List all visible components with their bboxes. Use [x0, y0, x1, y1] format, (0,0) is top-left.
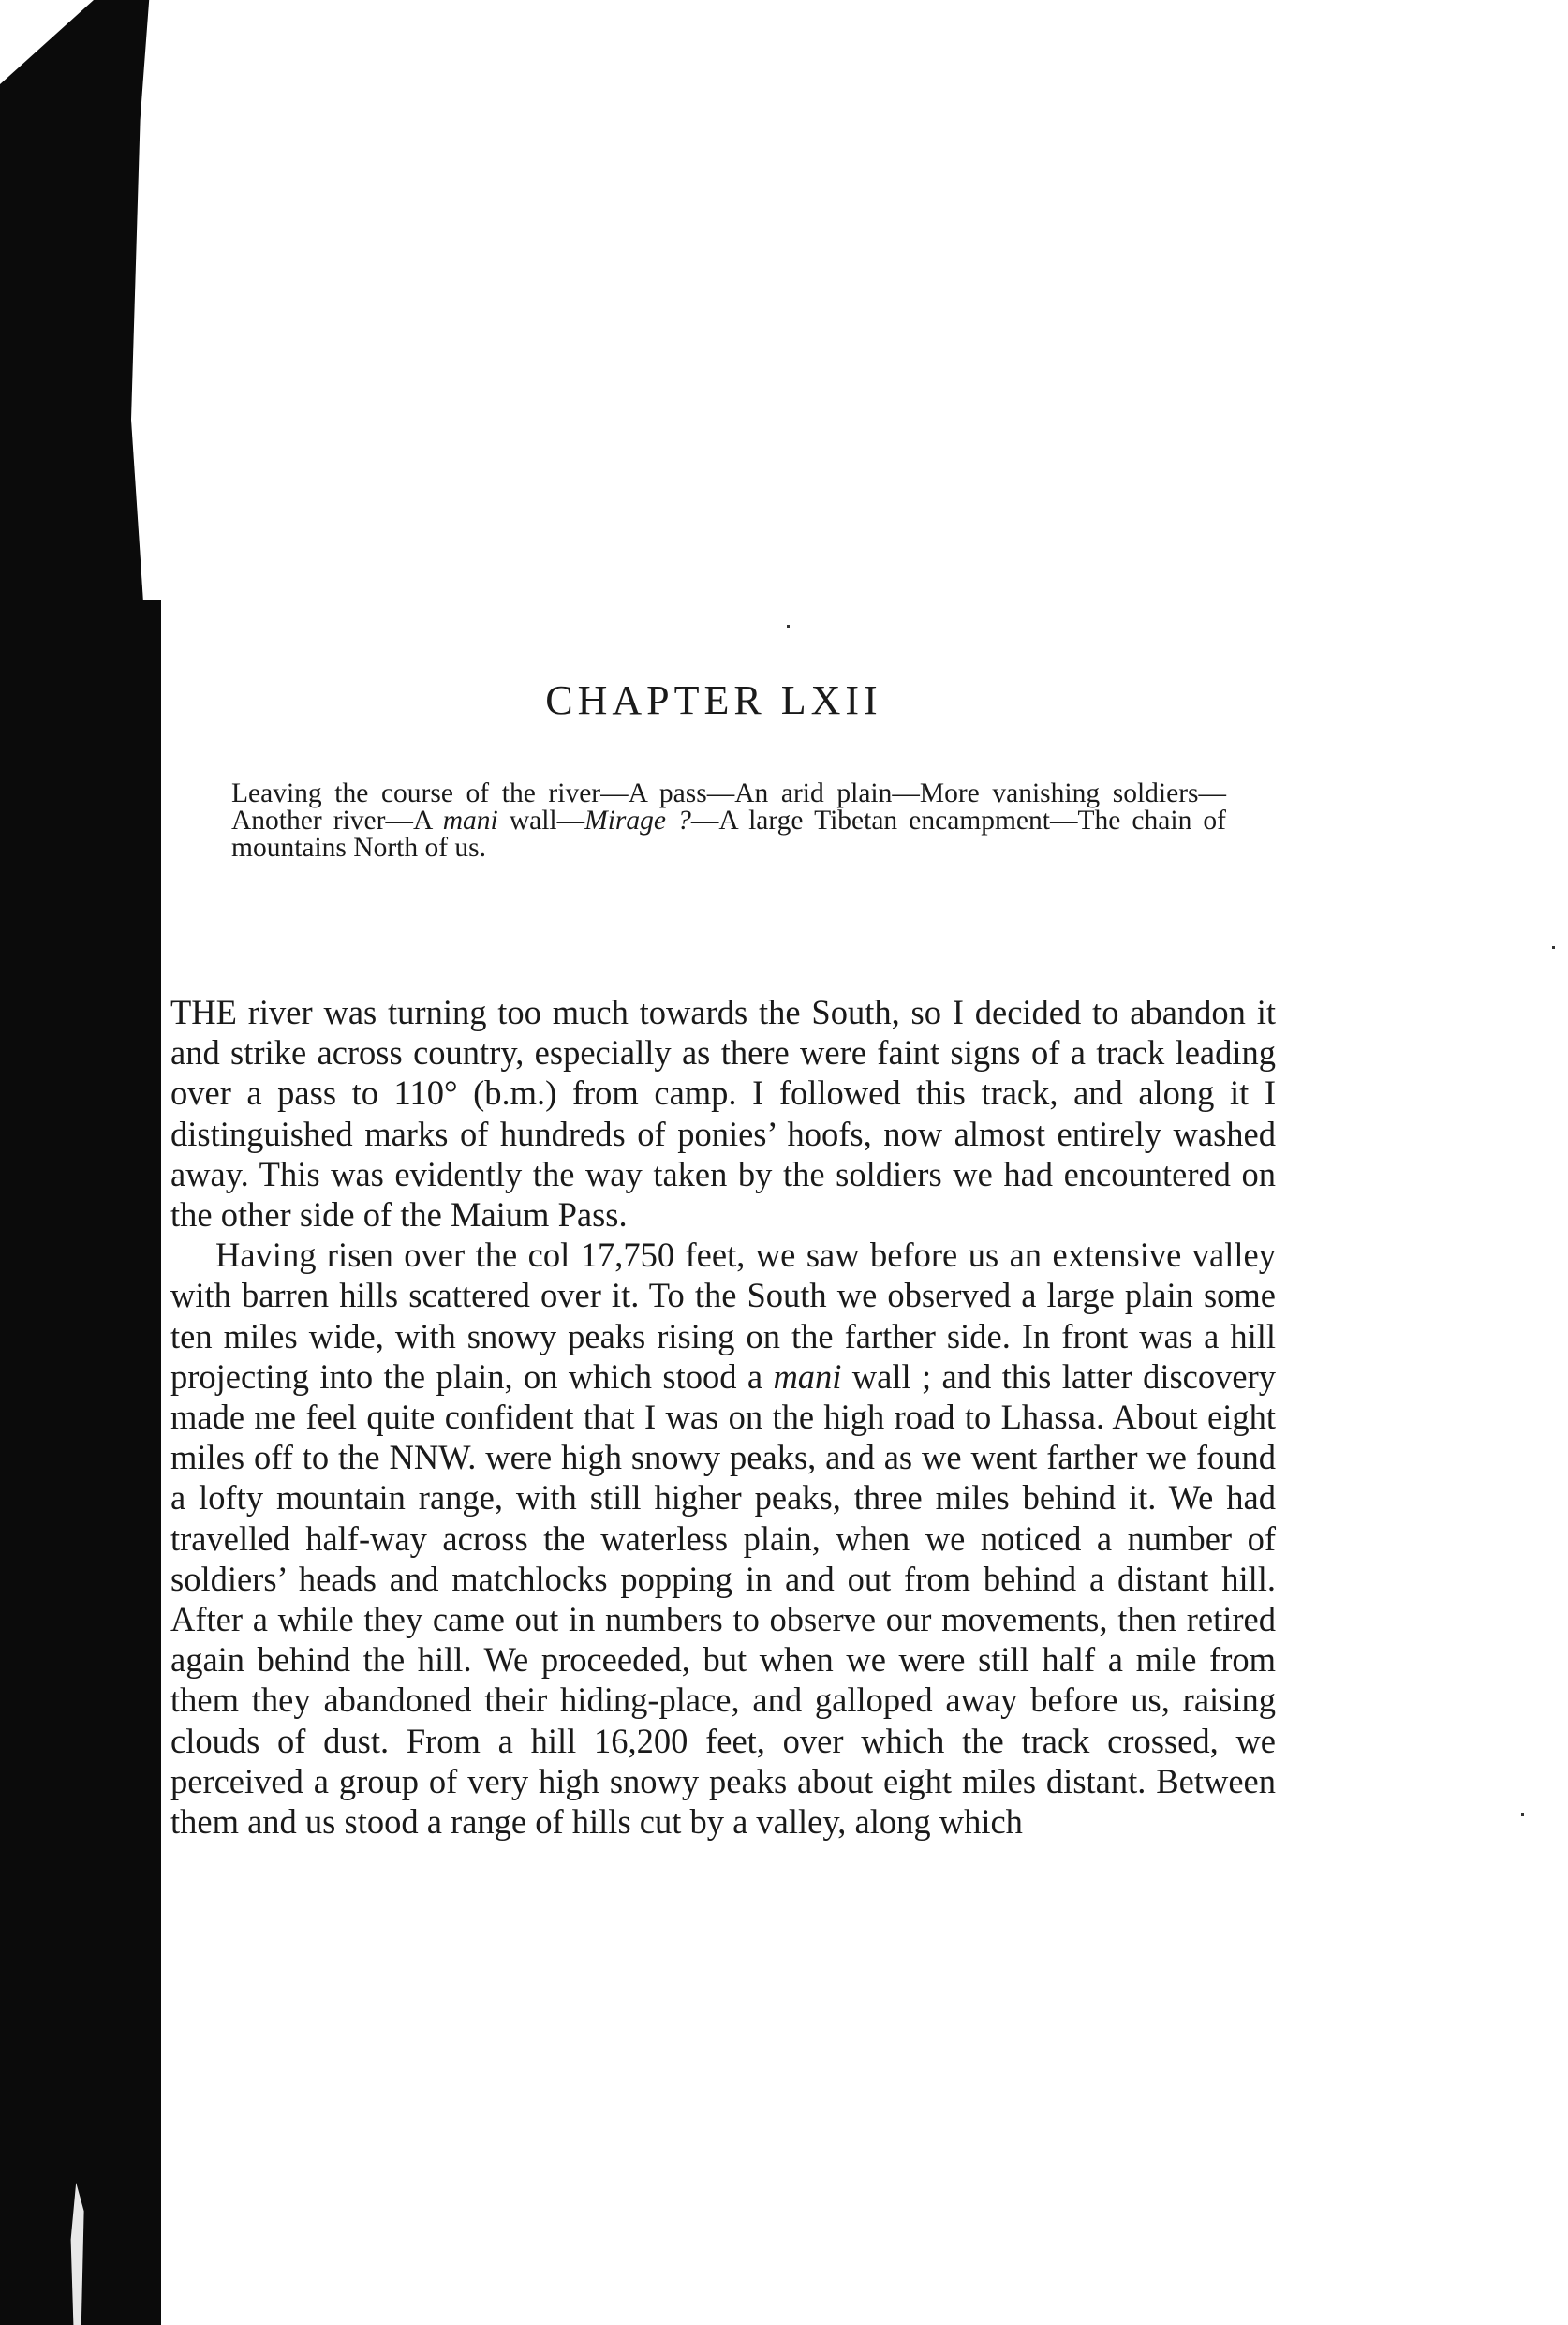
drop-letter: T [170, 993, 192, 1031]
summary-text: wall— [497, 806, 585, 836]
paragraph-text: wall ; and this latter discovery made me feel quite confident that I was on the high road to Lhassa. About eight miles off to the NNW. were high snowy peaks, and as we went farther we found a lofty mountain range, with still higher peaks, three miles behind it. We had travelled half-way across the waterless plain, when we noticed a number of soldiers’ heads and matchlocks popping in and out from behind a distant hill. After a while they came out in numbers to observe our movements, then retired again behind the hill. We proceeded, but when we were still half a mile from them they abandoned their hiding-place, and galloped away before us, raising clouds of dust. From a hill 16,200 feet, over which the track crossed, we perceived a group of very high snowy peaks about eight miles distant. Between them and us stood a range of hills cut by a valley, along which [170, 1356, 1276, 1842]
chapter-body [170, 992, 1276, 1842]
body-paragraph [170, 992, 1276, 1235]
summary-italic-term: mani [442, 806, 498, 836]
paragraph-text: Having risen over the col 17,750 feet, we saw before us an extensive valley with barren hills scattered over it. To the South we observed a large plain some ten miles wide, with snowy peaks rising on the farther side. In front was a hill projecting into the plain, on which stood a [170, 1236, 1276, 1396]
small-caps-word: HE [191, 993, 237, 1031]
paragraph-text: river was turning too much towards the South, so I decided to abandon it and strike across country, especially as there were faint signs of a track leading over a pass to 110° (b.m.) from camp. I followed this track, and along it I distinguished marks of hundreds of ponies’ hoofs, now almost entirely washed away. This was evidently the way taken by the soldiers we had encountered on the other side of the Maium Pass. [170, 993, 1276, 1235]
chapter-summary [231, 780, 1226, 862]
body-paragraph [170, 1235, 1276, 1842]
summary-text: —A large Tibetan encampment—The chain of mountains North of us. [231, 806, 1226, 863]
stray-mark [1521, 1813, 1524, 1816]
binding-edge-notch [131, 0, 161, 600]
binding-edge-notch [0, 0, 94, 84]
binding-edge-notch [66, 2183, 92, 2325]
chapter-title: CHAPTER LXII [545, 677, 882, 723]
summary-text: Leaving the course of the river—A pass—An arid plain—More vanishing soldiers—Another river—A [231, 778, 1226, 836]
stray-mark [1552, 946, 1555, 949]
book-page [161, 0, 1276, 2325]
binding-shadow [0, 0, 161, 2325]
summary-italic-term: Mirage ? [584, 806, 691, 836]
italic-term: mani [773, 1356, 842, 1396]
